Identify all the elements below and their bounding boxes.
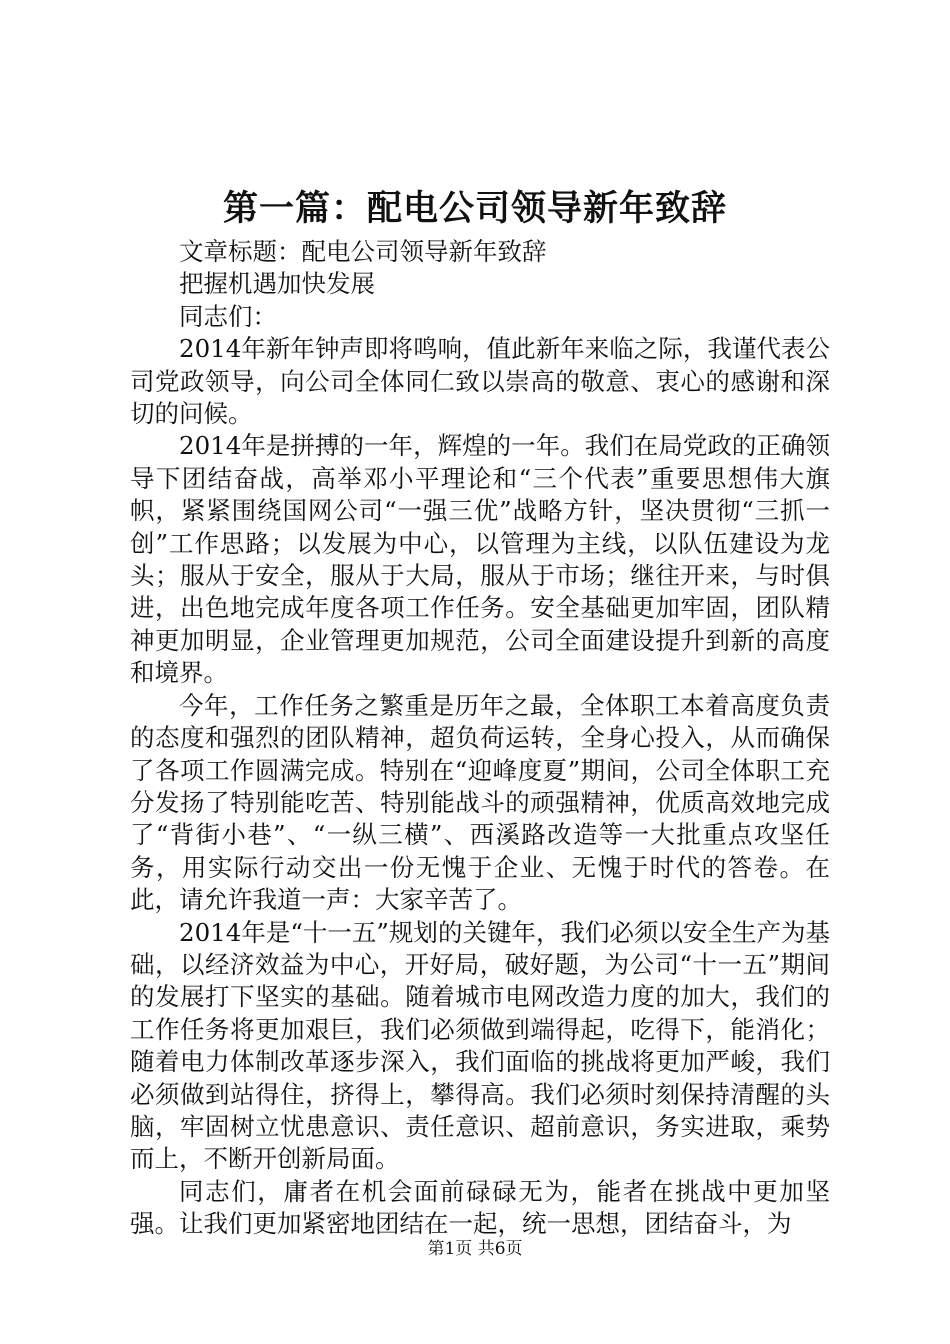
document-title: 第一篇：配电公司领导新年致辞 bbox=[222, 188, 727, 229]
paragraph: 2014年是“十一五”规划的关键年，我们必须以安全生产为基础，以经济效益为中心，开好局，破好题，为公司“十一五”期间的发展打下坚实的基础。随着城市电网改造力度的加大，我们的工作任务将更加艰巨，我们必须做到端得起，吃得下，能消化；随着电力体制改革逐步深入，我们面临的挑战将更加严峻，我们必须做到站得住，挤得上，攀得高。我们必须时刻保持清醒的头脑，牢固树立忧患意识、责任意识、超前意识，务实进取，乘势而上，不断开创新局面。 bbox=[130, 917, 830, 1174]
paragraph: 2014年新年钟声即将鸣响，值此新年来临之际，我谨代表公司党政领导，向公司全体同仁致以崇高的敬意、衷心的感谢和深切的问候。 bbox=[130, 334, 830, 429]
article-title-line: 文章标题：配电公司领导新年致辞 bbox=[179, 237, 547, 266]
page-number-footer: 第1页 共6页 bbox=[427, 1239, 523, 1259]
document-body bbox=[130, 236, 830, 1241]
salutation: 同志们： bbox=[179, 301, 277, 331]
paragraph: 今年，工作任务之繁重是历年之最，全体职工本着高度负责的态度和强烈的团队精神，超负荷运转，全身心投入，从而确保了各项工作圆满完成。特别在“迎峰度夏”期间，公司全体职工充分发扬了特别能吃苦、特别能战斗的顽强精神，优质高效地完成了“背街小巷”、“一纵三横”、西溪路改造等一大批重点攻坚任务，用实际行动交出一份无愧于企业、无愧于时代的答卷。在此，请允许我道一声：大家辛苦了。 bbox=[130, 690, 830, 915]
paragraph: 同志们，庸者在机会面前碌碌无为，能者在挑战中更加坚强。让我们更加紧密地团结在一起，统一思想，团结奋斗，为 bbox=[130, 1176, 830, 1239]
paragraph: 2014年是拼搏的一年，辉煌的一年。我们在局党政的正确领导下团结奋战，高举邓小平理论和“三个代表”重要思想伟大旗帜，紧紧围绕国网公司“一强三优”战略方针，坚决贯彻“三抓一创”工作思路；以发展为中心，以管理为主线，以队伍建设为龙头；服从于安全，服从于大局，服从于市场；继往开来，与时俱进，出色地完成年度各项工作任务。安全基础更加牢固，团队精神更加明显，企业管理更加规范，公司全面建设提升到新的高度和境界。 bbox=[130, 431, 830, 688]
subtitle-line: 把握机遇加快发展 bbox=[179, 269, 375, 299]
